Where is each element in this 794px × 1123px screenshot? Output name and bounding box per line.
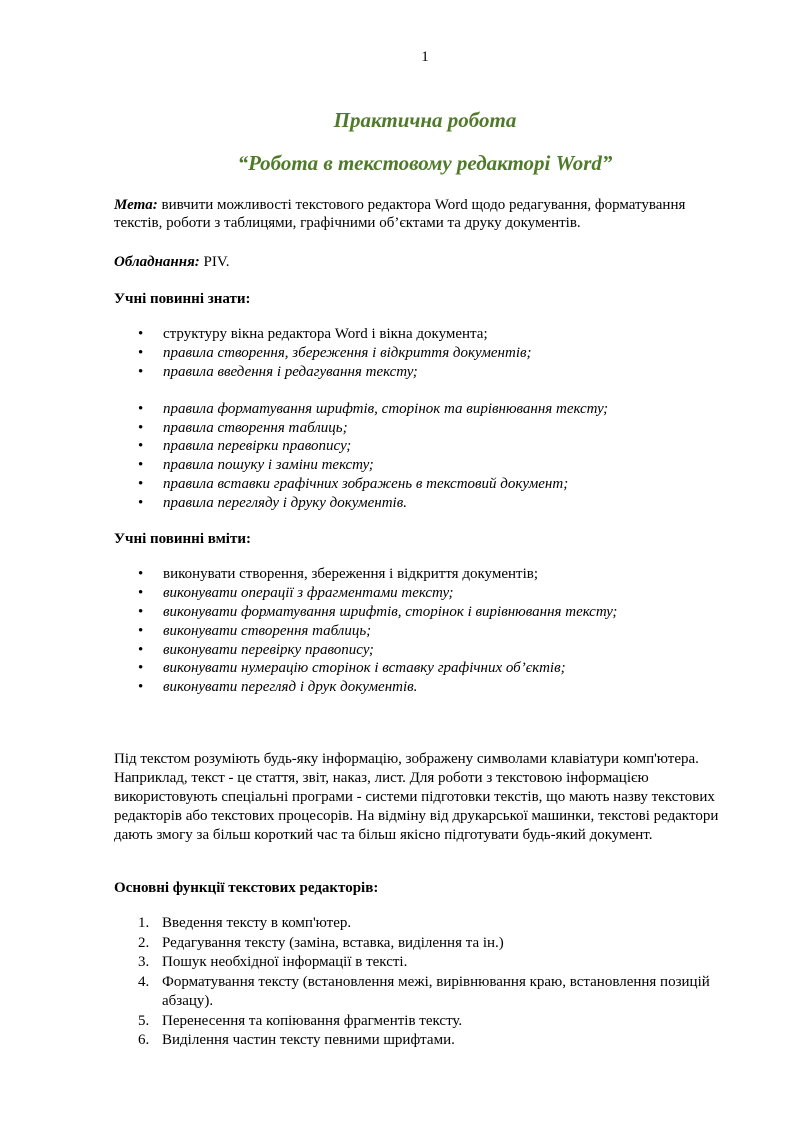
functions-heading: Основні функції текстових редакторів: (114, 880, 379, 896)
item-text: Виділення частин тексту певними шрифтами. (162, 1032, 455, 1048)
list-item: • виконувати перевірку правопису; (114, 641, 734, 660)
know-heading: Учні повинні знати: (114, 291, 251, 307)
intro-paragraph: Під текстом розуміють будь-яку інформацію, зображену символами клавіатури комп'ютера. Наприклад, текст - це стаття, звіт, наказ, лист. Для роботи з текстовою інформацією використовують спеціальні програми - системи підготовки текстів, що мають назву текстових редакторів або текстових процесорів. На відміну від друкарської машинки, текстові редактори дають змогу за більш короткий час та більш якісно підготувати будь-який документ. (114, 751, 719, 843)
list-item: • виконувати перегляд і друк документів. (114, 678, 734, 697)
item-text: Пошук необхідної інформації в тексті. (162, 954, 408, 970)
list-item: • виконувати операції з фрагментами тексту; (114, 584, 734, 603)
equipment-paragraph (114, 253, 734, 271)
equipment-text: PIV. (199, 254, 230, 270)
item-number: 6. (138, 1032, 150, 1048)
item-number: 1. (138, 915, 150, 931)
item-number: 3. (138, 954, 150, 970)
list-item (114, 934, 734, 954)
item-number: 2. (138, 934, 150, 951)
list-item: • виконувати форматування шрифтів, сторінок і вирівнювання тексту; (114, 603, 734, 622)
list-item (114, 953, 734, 973)
page-subtitle: “Робота в текстовому редакторі Word” (237, 151, 613, 175)
item-text: Форматування тексту (встановлення межі, вирівнювання краю, встановлення позицій абзацу). (162, 973, 710, 1009)
list-item: • правила перевірки правопису; (114, 437, 734, 456)
list-item (114, 973, 734, 1012)
list-item (114, 914, 734, 934)
list-item (114, 1031, 734, 1051)
goal-text: вивчити можливості текстового редактора Word щодо редагування, форматування текстів, роботи з таблицями, графічними об’єктами та друку документів. (114, 197, 686, 231)
list-item: • правила перегляду і друку документів. (114, 494, 734, 513)
list-item: • правила введення і редагування тексту; (114, 363, 734, 382)
item-number: 4. (138, 973, 150, 990)
equipment-label: Обладнання: (114, 254, 200, 270)
list-item: • виконувати створення, збереження і відкриття документів; (114, 565, 734, 584)
list-item: • правила створення таблиць; (114, 419, 734, 438)
list-item: • виконувати створення таблиць; (114, 622, 734, 641)
list-item: • структуру вікна редактора Word і вікна документа; (114, 325, 734, 344)
page-title: Практична робота (333, 108, 517, 132)
list-item: • правила створення, збереження і відкриття документів; (114, 344, 734, 363)
can-heading: Учні повинні вміти: (114, 531, 251, 547)
page-number: 1 (421, 49, 429, 65)
goal-paragraph (114, 196, 734, 232)
list-item: • правила форматування шрифтів, сторінок та вирівнювання тексту; (114, 400, 734, 419)
item-number: 5. (138, 1012, 150, 1029)
item-text: Введення тексту в комп'ютер. (162, 915, 352, 931)
can-list (114, 565, 734, 697)
list-item: • виконувати нумерацію сторінок і вставку графічних об’єктів; (114, 659, 734, 678)
goal-label: Мета: (114, 197, 158, 213)
item-text: Редагування тексту (заміна, вставка, виділення та ін.) (162, 934, 504, 951)
list-item: • правила пошуку і заміни тексту; (114, 456, 734, 475)
list-item (114, 1012, 734, 1032)
list-item: • правила вставки графічних зображень в текстовий документ; (114, 475, 734, 494)
item-text: Перенесення та копіювання фрагментів тексту. (162, 1012, 463, 1029)
know-list (114, 325, 734, 513)
functions-list (114, 914, 734, 1051)
